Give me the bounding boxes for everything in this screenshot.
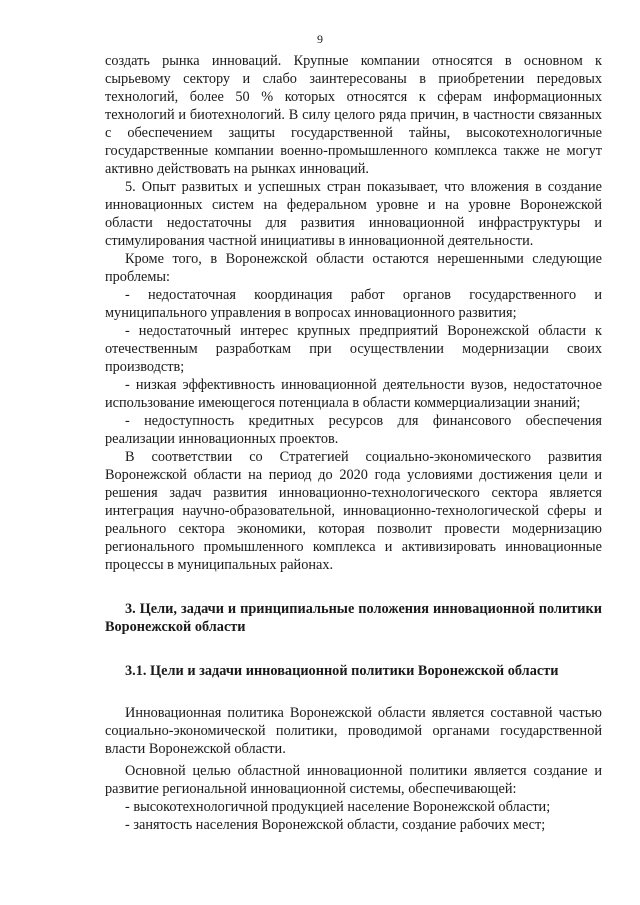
- paragraph-innovation-policy: Инновационная политика Воронежской области является составной частью социально-экономической политики, проводимой органами государственной власти Воронежской области.: [105, 705, 602, 757]
- list-item-credit-access: - недоступность кредитных ресурсов для финансового обеспечения реализации инновационных проектов.: [105, 413, 602, 447]
- paragraph-unsolved-problems-intro: Кроме того, в Воронежской области остаются нерешенными следующие проблемы:: [105, 251, 602, 285]
- document-body: [105, 52, 602, 834]
- paragraph-foreign-experience: 5. Опыт развитых и успешных стран показывает, что вложения в создание инновационных систем на федеральном уровне и на уровне Воронежской области недостаточны для развития инновационной инфраструктуры и стимулирования частной инициативы в инновационной деятельности.: [105, 179, 602, 249]
- paragraph-strategy-2020: В соответствии со Стратегией социально-экономического развития Воронежской области на период до 2020 года условиями достижения цели и решения задач развития инновационно-технологического сектора является интеграция научно-образовательной, инновационно-технологической сферы и реального сектора экономики, которая позволит провести модернизацию регионального промышленного комплекса и активизировать инновационные процессы в муниципальных районах.: [105, 449, 602, 573]
- list-item-enterprise-interest: - недостаточный интерес крупных предприятий Воронежской области к отечественным разработкам при осуществлении модернизации своих производств;: [105, 323, 602, 375]
- paragraph-market-innovations: создать рынка инноваций. Крупные компании относятся в основном к сырьевому сектору и слабо заинтересованы в приобретении передовых технологий, более 50 % которых относятся к сферам информационных технологий и биотехнологий. В силу целого ряда причин, в частности связанных с обеспечением защиты государственной тайны, высокотехнологичные государственные компании военно-промышленного комплекса также не могут активно действовать на рынках инноваций.: [105, 53, 602, 177]
- section-heading: 3. Цели, задачи и принципиальные положения инновационной политики Воронежской области: [105, 601, 602, 635]
- list-item-coordination: - недостаточная координация работ органов государственного и муниципального управления в вопросах инновационного развития;: [105, 287, 602, 321]
- list-item-high-tech-products: - высокотехнологичной продукцией население Воронежской области;: [125, 799, 551, 815]
- paragraph-main-goal: Основной целью областной инновационной политики является создание и развитие региональной инновационной системы, обеспечивающей:: [105, 763, 602, 797]
- list-item-employment: - занятость населения Воронежской области, создание рабочих мест;: [125, 817, 546, 833]
- subsection-heading: 3.1. Цели и задачи инновационной политики Воронежской области: [125, 663, 559, 679]
- list-item-university-efficiency: - низкая эффективность инновационной деятельности вузов, недостаточное использование имеющегося потенциала в области коммерциализации знаний;: [105, 377, 602, 411]
- page-number: 9: [317, 32, 323, 46]
